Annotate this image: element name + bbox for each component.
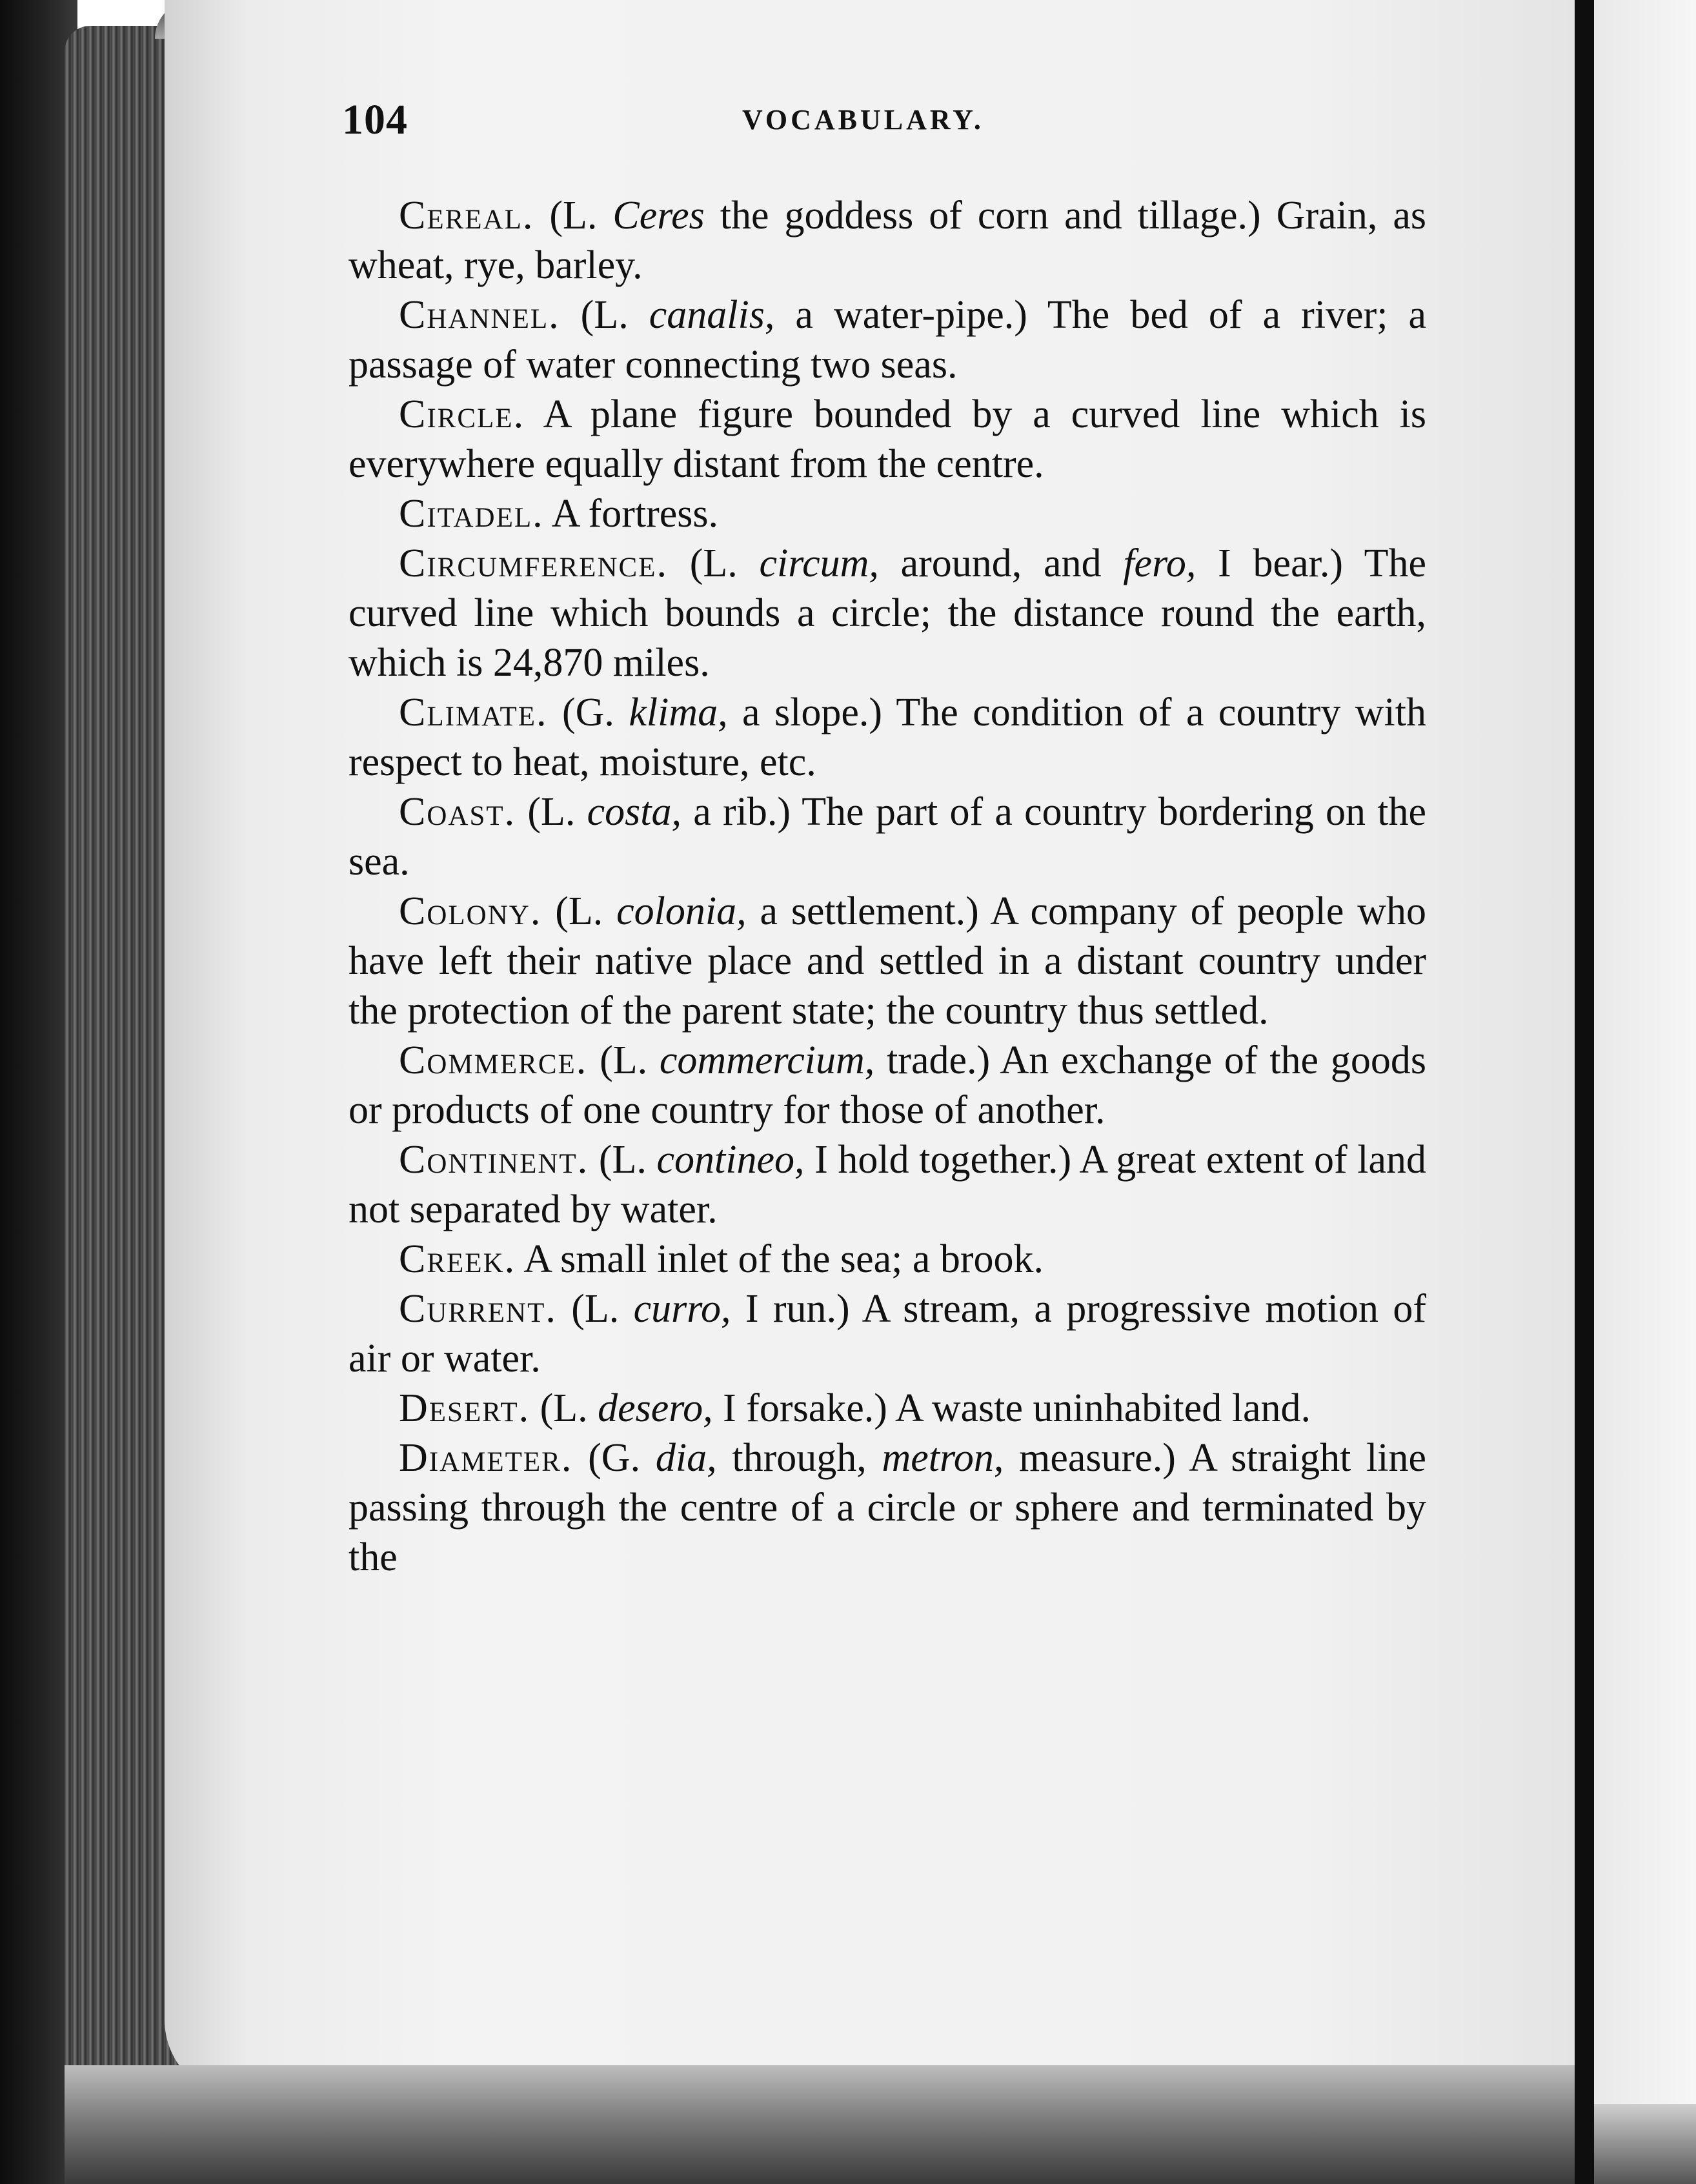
entry-etymology: (L. commercium, trade.): [600, 1038, 991, 1082]
entry-definition: An exchange of the goods or products of one country for those of another.: [348, 1038, 1426, 1132]
entry-term: Citadel.: [399, 492, 544, 536]
entry-definition: The condition of a country with respect to heat, moisture, etc.: [348, 691, 1427, 784]
entry-definition: Grain, as wheat, rye, barley.: [348, 194, 1426, 287]
entry-etymology: (L. colonia, a settlement.): [555, 889, 979, 933]
page-number: 104: [342, 96, 408, 143]
entry-channel: [348, 290, 1426, 390]
facing-page-bottom-shadow: [1594, 2104, 1696, 2184]
entry-definition: A small inlet of the sea; a brook.: [523, 1237, 1044, 1281]
entry-colony: [348, 887, 1426, 1036]
entry-coast: [348, 787, 1426, 887]
entry-etymology: (L. circum, around, and fero, I bear.): [689, 541, 1343, 585]
vocabulary-entries: [348, 191, 1426, 1582]
entry-etymology: (L. curro, I run.): [571, 1287, 850, 1331]
entry-diameter: [348, 1433, 1426, 1582]
entry-definition: The part of a country bordering on the sea.: [348, 790, 1426, 884]
entry-current: [348, 1284, 1426, 1384]
entry-climate: [348, 688, 1426, 787]
entry-term: Circle.: [399, 392, 525, 436]
entry-definition: A straight line passing through the centre of a circle or sphere and terminated by the: [348, 1436, 1427, 1579]
facing-page-gutter: [1575, 0, 1594, 2184]
entry-definition: The curved line which bounds a circle; the distance round the earth, which is 24,870 miles.: [348, 541, 1427, 685]
entry-definition: A stream, a progressive motion of air or water.: [348, 1287, 1426, 1380]
entry-definition: A waste uninhabited land.: [894, 1386, 1311, 1430]
entry-etymology: (G. dia, through, metron, measure.): [588, 1436, 1176, 1480]
entry-circumference: [348, 539, 1426, 688]
entry-definition: A great extent of land not separated by water.: [348, 1138, 1426, 1231]
page-bottom-edge: [65, 2065, 1600, 2184]
entry-term: Current.: [399, 1287, 557, 1331]
entry-definition: A company of people who have left their native place and settled in a distant country under the protection of the parent state; the country thus settled.: [348, 889, 1426, 1033]
entry-continent: [348, 1135, 1426, 1235]
entry-etymology: (L. costa, a rib.): [527, 790, 791, 834]
entry-term: Desert.: [399, 1386, 530, 1430]
entry-desert: [348, 1384, 1426, 1433]
entry-etymology: (L. desero, I forsake.): [540, 1386, 887, 1430]
entry-definition: A plane figure bounded by a curved line which is everywhere equally distant from the centre.: [348, 392, 1426, 486]
running-head: VOCABULARY.: [742, 104, 984, 136]
entry-definition: A fortress.: [551, 492, 719, 536]
entry-term: Cereal.: [399, 194, 534, 238]
entry-term: Continent.: [399, 1138, 589, 1182]
entry-commerce: [348, 1036, 1426, 1135]
entry-term: Creek.: [399, 1237, 516, 1281]
entry-etymology: (L. canalis, a water-pipe.): [580, 293, 1027, 337]
entry-term: Colony.: [399, 889, 542, 933]
entry-term: Climate.: [399, 691, 548, 734]
entry-term: Circumference.: [399, 541, 668, 585]
entry-etymology: (G. klima, a slope.): [561, 691, 883, 734]
entry-creek: [348, 1235, 1426, 1284]
entry-definition: The bed of a river; a passage of water connecting two seas.: [348, 293, 1427, 387]
facing-page-sliver: [1594, 0, 1696, 2184]
entry-term: Channel.: [399, 293, 560, 337]
entry-citadel: [348, 489, 1426, 539]
entry-circle: [348, 390, 1426, 489]
entry-etymology: (L. contineo, I hold together.): [598, 1138, 1072, 1182]
entry-term: Diameter.: [399, 1436, 573, 1480]
entry-cereal: [348, 191, 1426, 290]
entry-term: Commerce.: [399, 1038, 588, 1082]
entry-etymology: (L. Ceres the goddess of corn and tillage.): [549, 194, 1261, 238]
entry-term: Coast.: [399, 790, 516, 834]
